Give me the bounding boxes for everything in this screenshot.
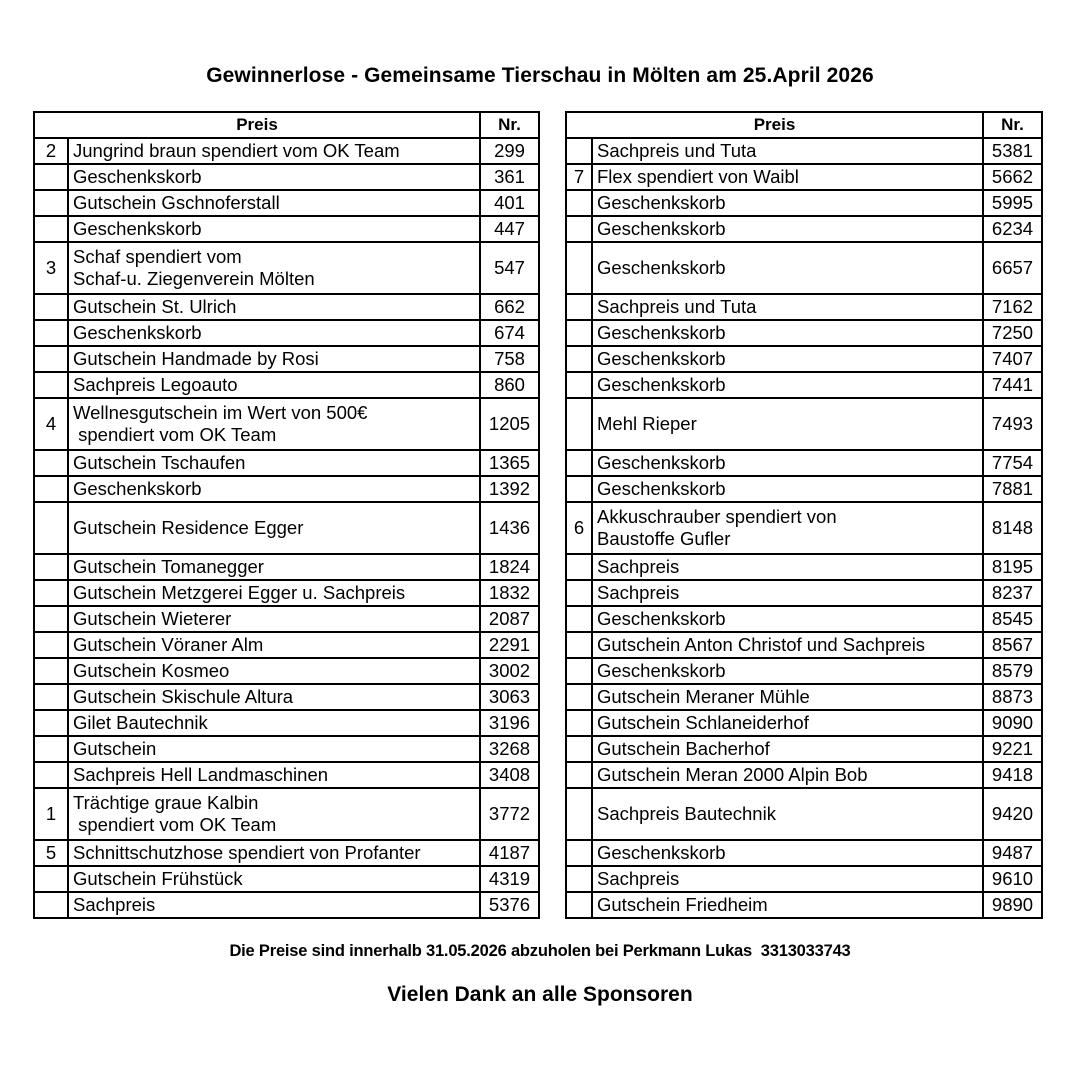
- ticket-number-cell: 6657: [983, 242, 1042, 294]
- table-row: [34, 892, 539, 918]
- prize-line: Gutschein Tomanegger: [73, 556, 264, 577]
- prize-line: Geschenkskorb: [73, 478, 202, 499]
- ticket-number-cell: 1436: [480, 502, 539, 554]
- header-preis: Preis: [566, 112, 983, 138]
- table-row: [34, 398, 539, 450]
- rank-cell: [34, 710, 68, 736]
- prize-cell: [592, 346, 983, 372]
- ticket-number-cell: 5376: [480, 892, 539, 918]
- prize-cell: [592, 372, 983, 398]
- table-row: [566, 320, 1042, 346]
- table-header-row: [566, 112, 1042, 138]
- header-nr: Nr.: [983, 112, 1042, 138]
- ticket-number-cell: 401: [480, 190, 539, 216]
- prize-cell: [68, 216, 480, 242]
- table-row: [566, 216, 1042, 242]
- ticket-number-cell: 8567: [983, 632, 1042, 658]
- header-nr: Nr.: [480, 112, 539, 138]
- prize-line: Gutschein Anton Christof und Sachpreis: [597, 634, 926, 655]
- rank-cell: [566, 866, 592, 892]
- rank-cell: 7: [566, 164, 592, 190]
- table-row: [566, 840, 1042, 866]
- prize-cell: [592, 190, 983, 216]
- prize-cell: [592, 216, 983, 242]
- prize-line: Gutschein Meraner Mühle: [597, 686, 810, 707]
- ticket-number-cell: 860: [480, 372, 539, 398]
- prize-line: Gutschein Schlaneiderhof: [597, 712, 809, 733]
- ticket-number-cell: 3063: [480, 684, 539, 710]
- rank-cell: [34, 632, 68, 658]
- prize-line: Gutschein Frühstück: [73, 868, 243, 889]
- ticket-number-cell: 5381: [983, 138, 1042, 164]
- rank-cell: [566, 710, 592, 736]
- rank-cell: [34, 606, 68, 632]
- ticket-number-cell: 8195: [983, 554, 1042, 580]
- prize-line: Sachpreis: [597, 582, 680, 603]
- rank-cell: [566, 450, 592, 476]
- table-row: [566, 866, 1042, 892]
- prize-line: Geschenkskorb: [597, 478, 726, 499]
- table-row: [34, 606, 539, 632]
- prize-line: Sachpreis Bautechnik: [597, 803, 776, 824]
- rank-cell: [566, 398, 592, 450]
- ticket-number-cell: 9487: [983, 840, 1042, 866]
- ticket-number-cell: 1392: [480, 476, 539, 502]
- table-row: [34, 632, 539, 658]
- ticket-number-cell: 3002: [480, 658, 539, 684]
- ticket-number-cell: 4319: [480, 866, 539, 892]
- ticket-number-cell: 299: [480, 138, 539, 164]
- table-row: [566, 164, 1042, 190]
- ticket-number-cell: 7162: [983, 294, 1042, 320]
- ticket-number-cell: 662: [480, 294, 539, 320]
- prize-line: Baustoffe Gufler: [597, 528, 731, 549]
- prize-cell: [68, 372, 480, 398]
- table-row: [34, 580, 539, 606]
- rank-cell: [34, 216, 68, 242]
- rank-cell: [566, 840, 592, 866]
- prize-line: Gutschein Friedheim: [597, 894, 768, 915]
- prize-cell: [68, 294, 480, 320]
- table-row: [34, 138, 539, 164]
- rank-cell: [566, 606, 592, 632]
- table-row: [566, 658, 1042, 684]
- table-row: [566, 736, 1042, 762]
- table-row: [566, 242, 1042, 294]
- prize-line: Geschenkskorb: [597, 842, 726, 863]
- prize-cell: [592, 580, 983, 606]
- prize-line: Geschenkskorb: [597, 608, 726, 629]
- ticket-number-cell: 5662: [983, 164, 1042, 190]
- prize-line: Geschenkskorb: [597, 322, 726, 343]
- table-row: [34, 372, 539, 398]
- table-row: [34, 502, 539, 554]
- prize-line: Sachpreis und Tuta: [597, 296, 757, 317]
- rank-cell: [34, 190, 68, 216]
- prize-line: Geschenkskorb: [597, 257, 726, 278]
- prize-cell: [68, 554, 480, 580]
- rank-cell: [34, 554, 68, 580]
- table-row: [566, 190, 1042, 216]
- ticket-number-cell: 6234: [983, 216, 1042, 242]
- prize-table-right: [565, 111, 1043, 919]
- prize-cell: [592, 606, 983, 632]
- rank-cell: 4: [34, 398, 68, 450]
- rank-cell: 5: [34, 840, 68, 866]
- table-row: [34, 190, 539, 216]
- table-row: [566, 138, 1042, 164]
- prize-cell: [68, 450, 480, 476]
- rank-cell: [34, 684, 68, 710]
- table-row: [34, 346, 539, 372]
- table-row: [566, 632, 1042, 658]
- ticket-number-cell: 3408: [480, 762, 539, 788]
- table-row: [34, 450, 539, 476]
- prize-cell: [592, 164, 983, 190]
- prize-line: Sachpreis: [73, 894, 156, 915]
- rank-cell: [34, 450, 68, 476]
- ticket-number-cell: 8545: [983, 606, 1042, 632]
- table-row: [566, 762, 1042, 788]
- table-row: [566, 684, 1042, 710]
- prize-line: Gutschein Gschnoferstall: [73, 192, 280, 213]
- ticket-number-cell: 758: [480, 346, 539, 372]
- table-row: [566, 294, 1042, 320]
- ticket-number-cell: 9418: [983, 762, 1042, 788]
- table-row: [566, 346, 1042, 372]
- prize-line: Sachpreis: [597, 868, 680, 889]
- prize-line: Geschenkskorb: [597, 374, 726, 395]
- prize-cell: [68, 866, 480, 892]
- prize-cell: [592, 658, 983, 684]
- prize-cell: [68, 658, 480, 684]
- prize-cell: [68, 320, 480, 346]
- rank-cell: [566, 346, 592, 372]
- pickup-note: Die Preise sind innerhalb 31.05.2026 abzuholen bei Perkmann Lukas 3313033743: [229, 942, 851, 960]
- prize-line: Gutschein St. Ulrich: [73, 296, 237, 317]
- prize-cell: [68, 502, 480, 554]
- prize-cell: [592, 476, 983, 502]
- ticket-number-cell: 2087: [480, 606, 539, 632]
- table-row: [34, 684, 539, 710]
- table-row: [34, 710, 539, 736]
- table-row: [34, 294, 539, 320]
- prize-line: Gutschein: [73, 738, 157, 759]
- rank-cell: [566, 684, 592, 710]
- ticket-number-cell: 5995: [983, 190, 1042, 216]
- ticket-number-cell: 8873: [983, 684, 1042, 710]
- ticket-number-cell: 9420: [983, 788, 1042, 840]
- prize-cell: [592, 320, 983, 346]
- ticket-number-cell: 1824: [480, 554, 539, 580]
- prize-cell: [592, 502, 983, 554]
- prize-line: Geschenkskorb: [597, 660, 726, 681]
- rank-cell: 6: [566, 502, 592, 554]
- table-row: [566, 398, 1042, 450]
- prize-line: Gutschein Tschaufen: [73, 452, 246, 473]
- prize-line: Gilet Bautechnik: [73, 712, 208, 733]
- table-row: [34, 736, 539, 762]
- ticket-number-cell: 547: [480, 242, 539, 294]
- prize-line: Geschenkskorb: [73, 322, 202, 343]
- prize-line: Geschenkskorb: [73, 218, 202, 239]
- prize-cell: [68, 138, 480, 164]
- ticket-number-cell: 674: [480, 320, 539, 346]
- prize-cell: [68, 892, 480, 918]
- rank-cell: [566, 736, 592, 762]
- prize-cell: [68, 710, 480, 736]
- prize-line: Gutschein Vöraner Alm: [73, 634, 264, 655]
- prize-line: Schaf spendiert vom: [73, 246, 242, 267]
- rank-cell: [566, 892, 592, 918]
- ticket-number-cell: 1365: [480, 450, 539, 476]
- ticket-number-cell: 9090: [983, 710, 1042, 736]
- prize-line: Geschenkskorb: [597, 218, 726, 239]
- table-row: [566, 580, 1042, 606]
- rank-cell: [566, 294, 592, 320]
- prize-cell: [68, 632, 480, 658]
- prize-cell: [592, 710, 983, 736]
- table-row: [566, 450, 1042, 476]
- table-row: [34, 476, 539, 502]
- rank-cell: [566, 190, 592, 216]
- table-row: [566, 476, 1042, 502]
- rank-cell: [566, 788, 592, 840]
- prize-line: Sachpreis Hell Landmaschinen: [73, 764, 329, 785]
- ticket-number-cell: 3772: [480, 788, 539, 840]
- rank-cell: [34, 866, 68, 892]
- rank-cell: [34, 320, 68, 346]
- table-row: [34, 762, 539, 788]
- prize-line: Mehl Rieper: [597, 413, 697, 434]
- rank-cell: [566, 138, 592, 164]
- header-preis: Preis: [34, 112, 480, 138]
- ticket-number-cell: 9221: [983, 736, 1042, 762]
- prize-cell: [592, 866, 983, 892]
- ticket-number-cell: 7881: [983, 476, 1042, 502]
- prize-line: spendiert vom OK Team: [73, 424, 277, 445]
- rank-cell: [34, 476, 68, 502]
- table-row: [34, 658, 539, 684]
- prize-cell: [68, 242, 480, 294]
- ticket-number-cell: 3196: [480, 710, 539, 736]
- prize-line: Geschenkskorb: [597, 192, 726, 213]
- rank-cell: [34, 736, 68, 762]
- table-row: [34, 554, 539, 580]
- prize-line: Flex spendiert von Waibl: [597, 166, 799, 187]
- table-row: [34, 788, 539, 840]
- ticket-number-cell: 9610: [983, 866, 1042, 892]
- prize-line: spendiert vom OK Team: [73, 814, 277, 835]
- rank-cell: [34, 658, 68, 684]
- prize-line: Geschenkskorb: [597, 452, 726, 473]
- prize-table-left: [33, 111, 540, 919]
- rank-cell: [566, 216, 592, 242]
- prize-cell: [592, 398, 983, 450]
- rank-cell: [566, 632, 592, 658]
- ticket-number-cell: 4187: [480, 840, 539, 866]
- table-row: [566, 710, 1042, 736]
- prize-line: Geschenkskorb: [73, 166, 202, 187]
- rank-cell: [566, 476, 592, 502]
- ticket-number-cell: 1832: [480, 580, 539, 606]
- prize-line: Gutschein Kosmeo: [73, 660, 230, 681]
- prize-line: Akkuschrauber spendiert von: [597, 506, 837, 527]
- prize-cell: [68, 580, 480, 606]
- prize-cell: [68, 164, 480, 190]
- ticket-number-cell: 447: [480, 216, 539, 242]
- prize-cell: [68, 476, 480, 502]
- prize-line: Gutschein Residence Egger: [73, 517, 304, 538]
- prize-cell: [592, 450, 983, 476]
- prize-cell: [68, 840, 480, 866]
- ticket-number-cell: 7407: [983, 346, 1042, 372]
- rank-cell: [34, 294, 68, 320]
- prize-line: Gutschein Wieterer: [73, 608, 232, 629]
- table-row: [566, 788, 1042, 840]
- table-row: [34, 242, 539, 294]
- prize-cell: [68, 346, 480, 372]
- prize-line: Geschenkskorb: [597, 348, 726, 369]
- prize-cell: [592, 762, 983, 788]
- table-header-row: [34, 112, 539, 138]
- prize-cell: [68, 762, 480, 788]
- ticket-number-cell: 8579: [983, 658, 1042, 684]
- table-row: [34, 164, 539, 190]
- prize-cell: [592, 632, 983, 658]
- ticket-number-cell: 7754: [983, 450, 1042, 476]
- prize-cell: [592, 138, 983, 164]
- prize-line: Sachpreis Legoauto: [73, 374, 238, 395]
- table-row: [566, 606, 1042, 632]
- table-row: [34, 840, 539, 866]
- ticket-number-cell: 8148: [983, 502, 1042, 554]
- rank-cell: [34, 164, 68, 190]
- prize-cell: [592, 840, 983, 866]
- rank-cell: [566, 580, 592, 606]
- ticket-number-cell: 8237: [983, 580, 1042, 606]
- rank-cell: [34, 580, 68, 606]
- rank-cell: [566, 242, 592, 294]
- prize-line: Gutschein Skischule Altura: [73, 686, 294, 707]
- rank-cell: [34, 346, 68, 372]
- prize-line: Wellnesgutschein im Wert von 500€: [73, 402, 368, 423]
- rank-cell: [34, 892, 68, 918]
- rank-cell: [566, 762, 592, 788]
- prize-cell: [592, 736, 983, 762]
- table-row: [566, 892, 1042, 918]
- rank-cell: [34, 372, 68, 398]
- ticket-number-cell: 7441: [983, 372, 1042, 398]
- prize-cell: [592, 788, 983, 840]
- prize-cell: [592, 242, 983, 294]
- prize-line: Sachpreis und Tuta: [597, 140, 757, 161]
- rank-cell: [34, 762, 68, 788]
- ticket-number-cell: 361: [480, 164, 539, 190]
- rank-cell: 1: [34, 788, 68, 840]
- prize-line: Jungrind braun spendiert vom OK Team: [73, 140, 400, 161]
- prize-line: Schnittschutzhose spendiert von Profanter: [73, 842, 421, 863]
- prize-line: Trächtige graue Kalbin: [73, 792, 259, 813]
- prize-line: Schaf-u. Ziegenverein Mölten: [73, 268, 315, 289]
- ticket-number-cell: 3268: [480, 736, 539, 762]
- prize-cell: [68, 398, 480, 450]
- rank-cell: [566, 372, 592, 398]
- page-title: Gewinnerlose - Gemeinsame Tierschau in Mölten am 25.April 2026: [206, 64, 874, 87]
- prize-cell: [68, 606, 480, 632]
- ticket-number-cell: 7250: [983, 320, 1042, 346]
- prize-cell: [592, 684, 983, 710]
- ticket-number-cell: 2291: [480, 632, 539, 658]
- prize-cell: [68, 788, 480, 840]
- ticket-number-cell: 7493: [983, 398, 1042, 450]
- prize-line: Gutschein Meran 2000 Alpin Bob: [597, 764, 868, 785]
- prize-cell: [592, 892, 983, 918]
- rank-cell: [34, 502, 68, 554]
- table-row: [566, 502, 1042, 554]
- prize-cell: [68, 190, 480, 216]
- prize-line: Gutschein Metzgerei Egger u. Sachpreis: [73, 582, 406, 603]
- ticket-number-cell: 1205: [480, 398, 539, 450]
- prize-line: Gutschein Handmade by Rosi: [73, 348, 319, 369]
- rank-cell: [566, 554, 592, 580]
- thanks-note: Vielen Dank an alle Sponsoren: [387, 983, 693, 1006]
- prize-cell: [592, 554, 983, 580]
- table-row: [34, 320, 539, 346]
- ticket-number-cell: 9890: [983, 892, 1042, 918]
- prize-cell: [68, 684, 480, 710]
- rank-cell: 2: [34, 138, 68, 164]
- prize-line: Gutschein Bacherhof: [597, 738, 770, 759]
- table-row: [34, 216, 539, 242]
- table-row: [566, 554, 1042, 580]
- rank-cell: [566, 658, 592, 684]
- table-row: [34, 866, 539, 892]
- rank-cell: 3: [34, 242, 68, 294]
- rank-cell: [566, 320, 592, 346]
- prize-cell: [68, 736, 480, 762]
- prize-line: Sachpreis: [597, 556, 680, 577]
- prize-cell: [592, 294, 983, 320]
- table-row: [566, 372, 1042, 398]
